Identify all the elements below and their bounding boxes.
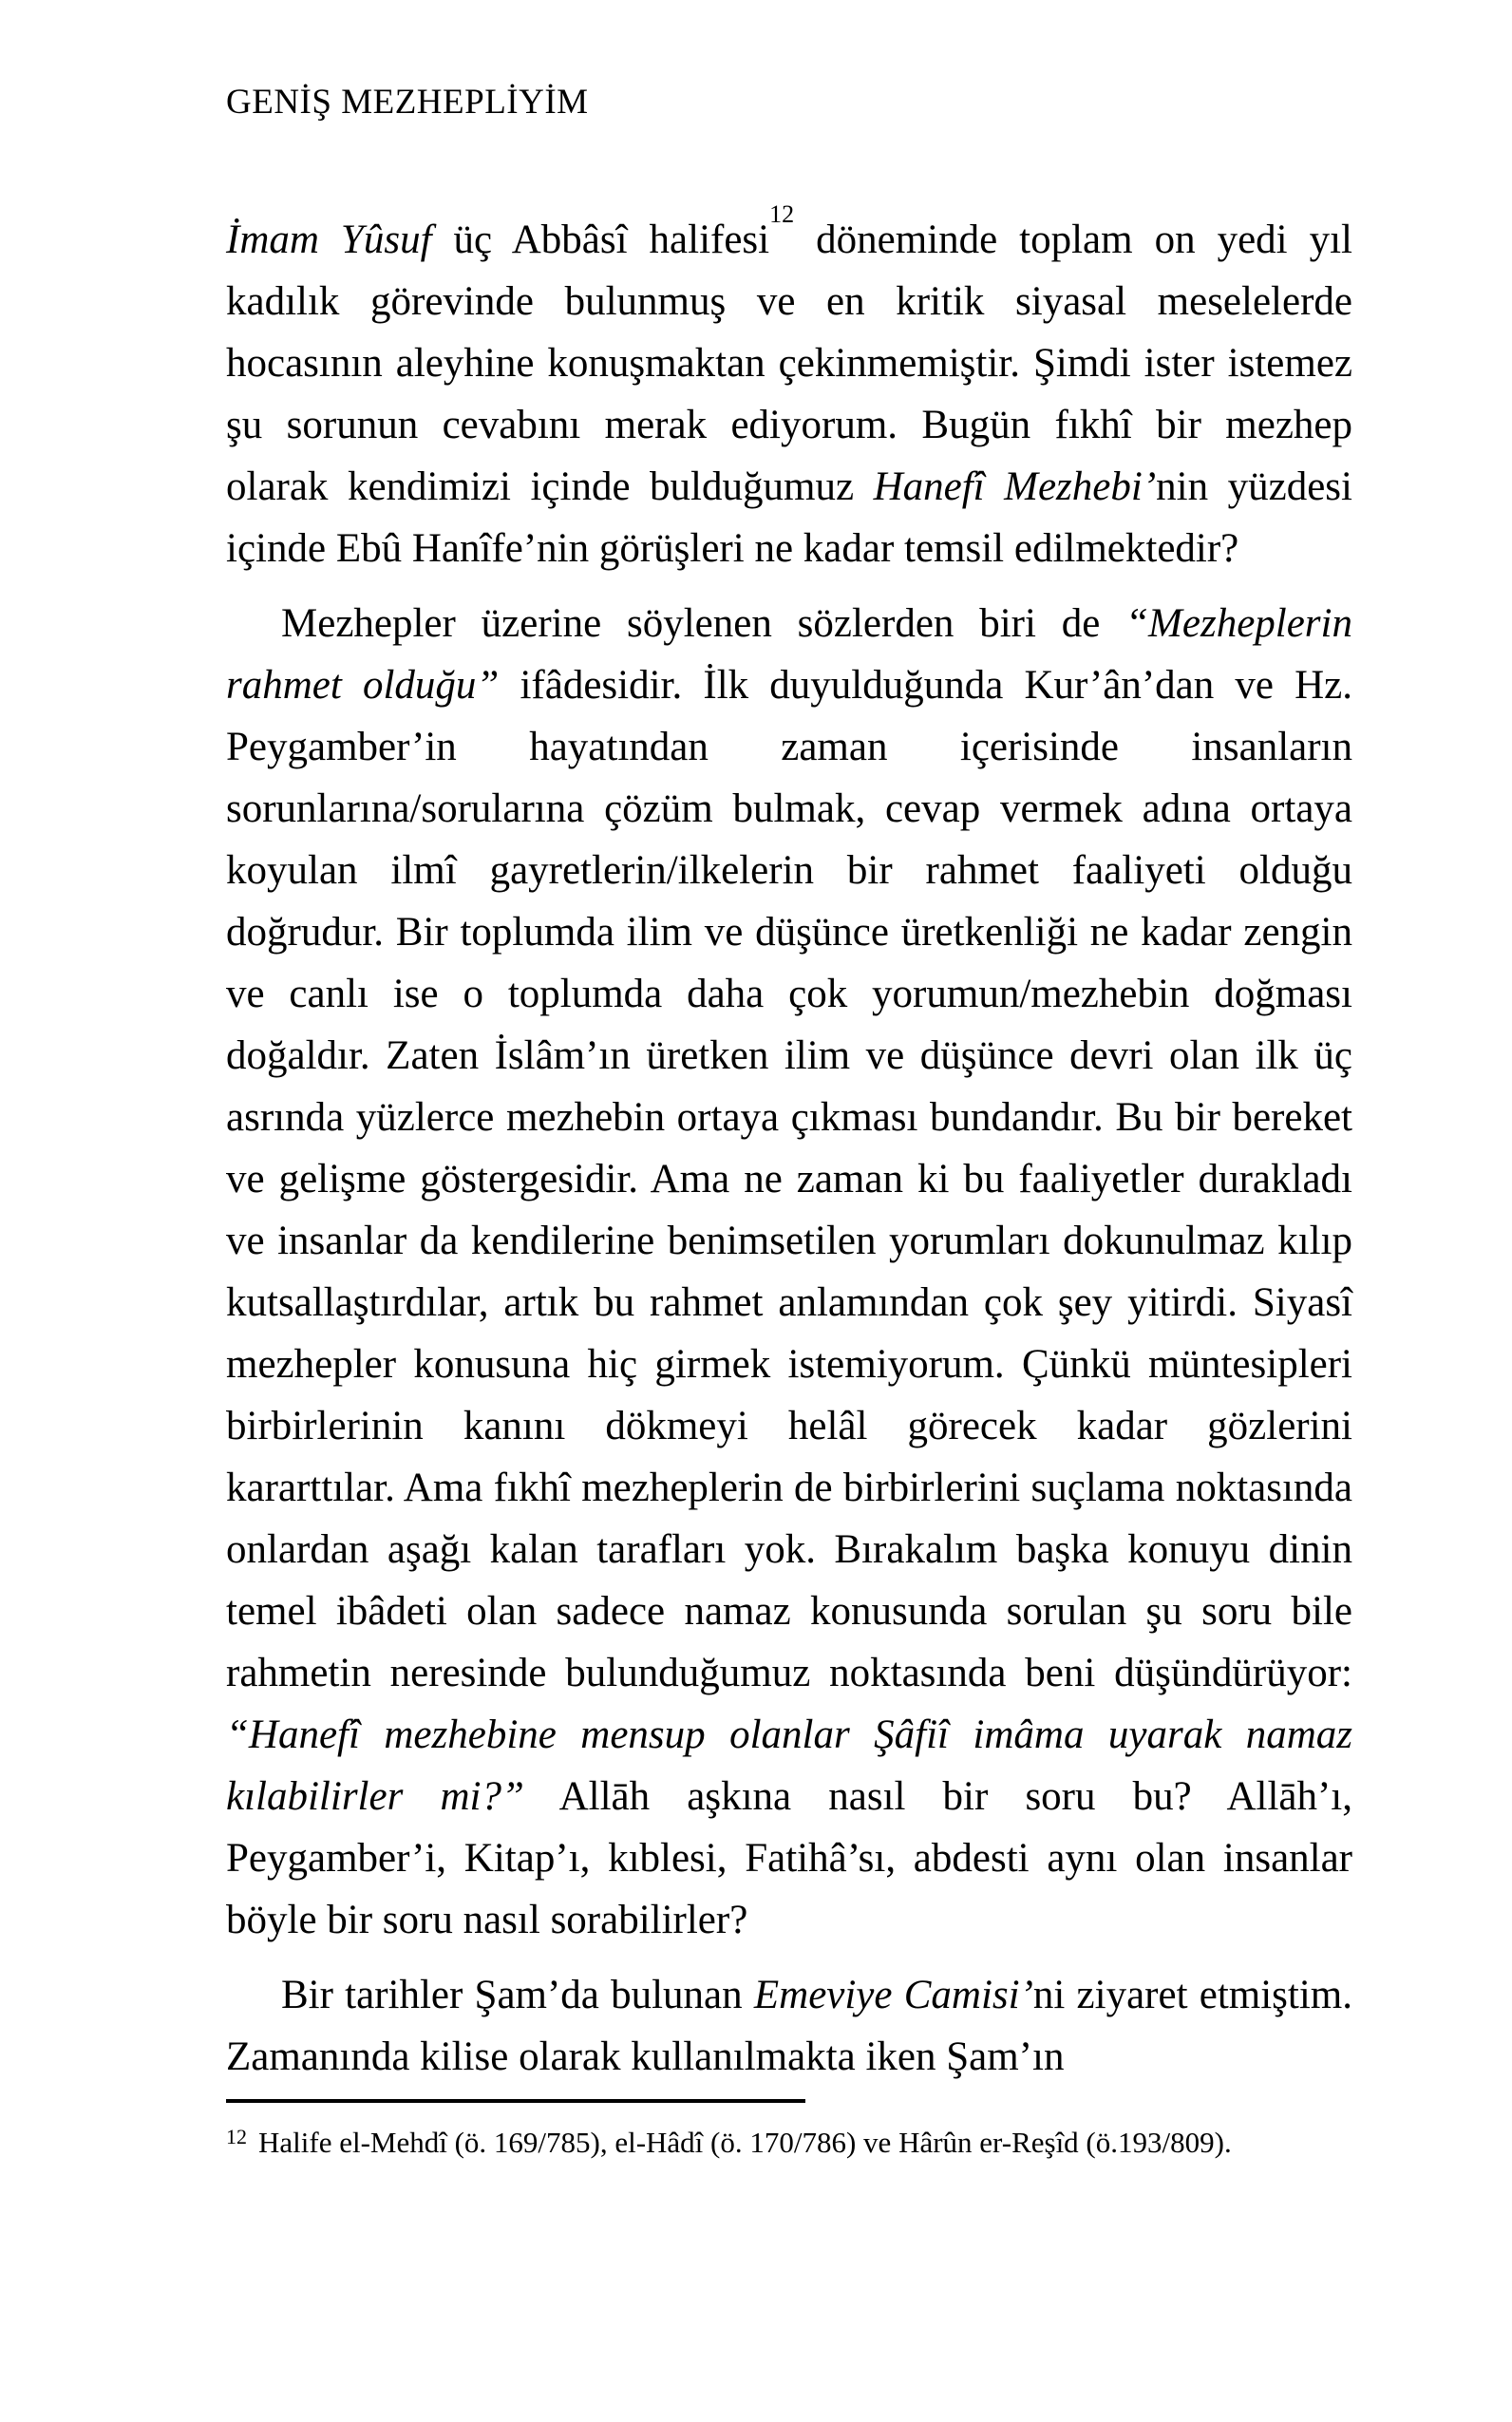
running-header: GENİŞ MEZHEPLİYİM <box>226 83 589 122</box>
text-segment: Allāh aşkına nasıl bir soru bu? Allāh’ı, Peygamber’i, Kitap’ı, kıblesi, Fatihâ’sı, abdesti aynı olan insanlar böyle bir soru nasıl sorabilirler? <box>226 1774 1352 1942</box>
text-segment: İmam Yûsuf <box>226 218 454 262</box>
text-segment: “Hanefî mezhebine mensup olanlar Şâfiî imâma uyarak namaz kılabilirler mi?” <box>226 1712 1352 1819</box>
footnote-marker: 12 <box>226 2125 247 2148</box>
footnote <box>226 2120 1352 2167</box>
text-segment: “Mezheplerin rahmet olduğu” <box>226 601 1352 708</box>
page-content <box>226 199 1352 2167</box>
text-segment: nin yüzdesi içinde Ebû Hanîfe’nin görüşleri ne kadar temsil edilmektedir? <box>226 464 1352 571</box>
text-segment: Mezhepler üzerine söylenen sözlerden biri de <box>281 601 1126 646</box>
text-segment: Emeviye Camisi’ <box>753 1973 1033 2017</box>
body-paragraph <box>226 593 1352 1951</box>
footnote-reference: 12 <box>769 199 795 228</box>
body-paragraph <box>226 1964 1352 2088</box>
body-paragraph <box>226 199 1352 579</box>
text-segment: döneminde toplam on yedi yıl kadılık görevinde bulunmuş ve en kritik siyasal meselelerde hocasının aleyhine konuşmaktan çekinmemiştir. Şimdi ister istemez şu sorunun cevabını merak ediyorum. Bugün fıkhî bir mezhep olarak kendimizi içinde bulduğumuz <box>226 218 1352 509</box>
body-text <box>226 199 1352 2088</box>
text-segment: Bir tarihler Şam’da bulunan <box>281 1973 754 2017</box>
footnote-rule <box>226 2099 805 2103</box>
text-segment: Hanefî Mezhebi’ <box>873 464 1157 509</box>
footnote-text: Halife el-Mehdî (ö. 169/785), el-Hâdî (ö. 170/786) ve Hârûn er-Reşîd (ö.193/809). <box>258 2126 1232 2159</box>
text-segment: ifâdesidir. İlk duyulduğunda Kur’ân’dan ve Hz. Peygamber’in hayatından zaman içerisinde insanların sorunlarına/sorularına çözüm bulmak, cevap vermek adına ortaya koyulan ilmî gayretlerin/ilkelerin bir rahmet faaliyeti olduğu doğrudur. Bir toplumda ilim ve düşünce üretkenliği ne kadar zengin ve canlı ise o toplumda daha çok yorumun/mezhebin doğması doğaldır. Zaten İslâm’ın üretken ilim ve düşünce devri olan ilk üç asrında yüzlerce mezhebin ortaya çıkması bundandır. Bu bir bereket ve gelişme göstergesidir. Ama ne zaman ki bu faaliyetler durakladı ve insanlar da kendilerine benimsetilen yorumları dokunulmaz kılıp kutsallaştırdılar, artık bu rahmet anlamından çok şey yitirdi. Siyasî mezhepler konusuna hiç girmek istemiyorum. Çünkü müntesipleri birbirlerinin kanını dökmeyi helâl görecek kadar gözlerini kararttılar. Ama fıkhî mezheplerin de birbirlerini suçlama noktasında onlardan aşağı kalan tarafları yok. Bırakalım başka konuyu dinin temel ibâdeti olan sadece namaz konusunda sorulan şu soru bile rahmetin neresinde bulunduğumuz noktasında beni düşündürüyor: <box>226 663 1352 1695</box>
text-segment: ni ziyaret etmiştim. Zamanında kilise olarak kullanılmakta iken Şam’ın <box>226 1973 1352 2079</box>
text-segment: üç Abbâsî halifesi <box>453 218 770 262</box>
